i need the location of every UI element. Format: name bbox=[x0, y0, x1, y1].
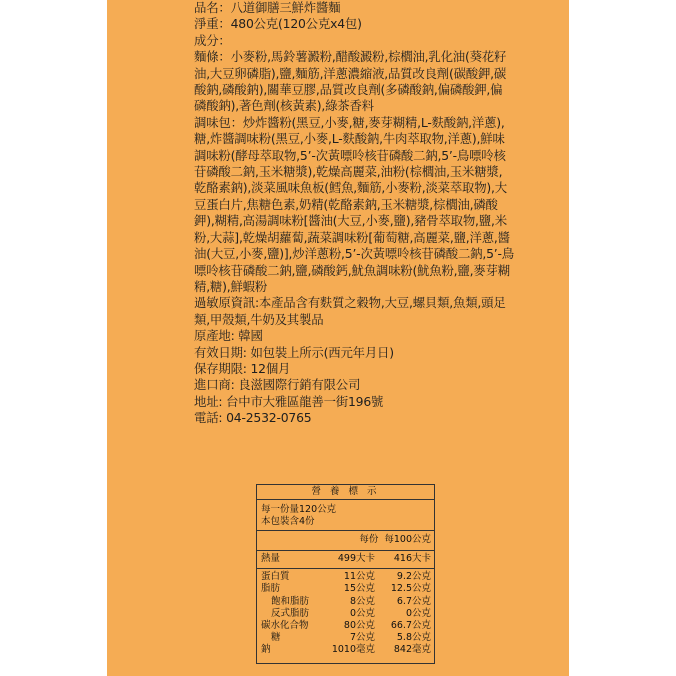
nutrition-per-serving: 8公克 bbox=[349, 595, 375, 607]
nutrition-name: 鈉 bbox=[261, 644, 271, 656]
nutrition-per-serving: 499大卡 bbox=[337, 553, 375, 564]
nutrition-name: 熱量 bbox=[261, 553, 281, 564]
nutrition-per-100g: 5.8公克 bbox=[396, 632, 431, 644]
nutrition-facts-table bbox=[256, 484, 435, 664]
nutrition-row bbox=[261, 632, 434, 644]
nutrition-row bbox=[261, 583, 434, 595]
nutrition-per-serving: 7公克 bbox=[349, 632, 375, 644]
nutrition-per-serving: 15公克 bbox=[343, 583, 375, 595]
nutrition-row bbox=[261, 571, 434, 583]
nutrition-row bbox=[261, 620, 434, 632]
product-name-line: 品名：八道御膳三鮮炸醬麵 bbox=[194, 0, 341, 15]
nutrition-per-serving: 0公克 bbox=[349, 607, 375, 619]
nutrition-row bbox=[261, 553, 434, 565]
nutrition-per-serving: 11公克 bbox=[343, 571, 375, 583]
col-per-serving: 每份 bbox=[359, 534, 379, 545]
row-divider bbox=[257, 565, 434, 569]
nutrition-name: 蛋白質 bbox=[261, 571, 290, 583]
nutrition-per-100g: 416大卡 bbox=[393, 553, 431, 564]
nutrition-per-100g: 842毫克 bbox=[393, 644, 431, 656]
net-weight-line: 淨重：480公克(120公克x4包) bbox=[194, 16, 362, 32]
shelf-life-line: 保存期限: 12個月 bbox=[194, 360, 291, 376]
nutrition-name: 糖 bbox=[271, 632, 281, 644]
nutrition-per-100g: 9.2公克 bbox=[396, 571, 431, 583]
nutrition-name: 飽和脂肪 bbox=[271, 595, 310, 607]
col-per-100g: 每100公克 bbox=[384, 534, 431, 545]
nutrition-row bbox=[261, 644, 434, 656]
nutrition-per-100g: 0公克 bbox=[405, 607, 431, 619]
serving-size: 每一份量120公克 bbox=[261, 504, 337, 515]
nutrition-per-100g: 6.7公克 bbox=[396, 595, 431, 607]
servings-per-package: 本包裝含4份 bbox=[261, 516, 315, 527]
nutrition-rows bbox=[257, 551, 434, 657]
nutrition-per-100g: 66.7公克 bbox=[390, 619, 431, 631]
seasoning-ingredients: 調味包：炒炸醬粉(黑豆,小麥,糖,麥芽糊精,L-麩酸鈉,洋蔥),糖,炸醬調味粉(黑豆,小麥,L-麩酸鈉,牛肉萃取物,洋蔥),鮮味調味粉(酵母萃取物,5’-次黃嘌呤核苷磷酸二鈉,5’-鳥嘌呤核苷磷酸二鈉,玉米糖漿),乾燥高麗菜,油粉(棕櫚油,玉米糖漿,乾酪素鈉),淡菜風味魚板(鱈魚,麵筋,小麥粉,淡菜萃取物),大豆蛋白片,焦糖色素,奶精(乾酪素鈉,玉米糖漿,棕櫚油,磷酸鉀),糊精,高湯調味粉[醬油(大豆,小麥,鹽),豬骨萃取物,鹽,米粉,大蒜],乾燥胡蘿蔔,蔬菜調味粉[葡萄糖,高麗菜,鹽,洋蔥,醬油(大豆,小麥,鹽)],炒洋蔥粉,5’-次黃嘌呤核苷磷酸二鈉,5’-鳥嘌呤核苷磷酸二鈉,鹽,磷酸鈣,魷魚調味粉(魷魚粉,鹽,麥芽糊精,糖),鮮蝦粉 bbox=[194, 114, 514, 294]
ingredients-heading: 成分： bbox=[194, 32, 231, 48]
expiry-line: 有效日期: 如包裝上所示(西元年月日) bbox=[194, 344, 394, 360]
nutrition-row bbox=[261, 596, 434, 608]
nutrition-row bbox=[261, 608, 434, 620]
nutrition-name: 脂肪 bbox=[261, 583, 281, 595]
address-line: 地址: 台中市大雅區龍善一街196號 bbox=[194, 393, 384, 409]
nutrition-name: 反式脂肪 bbox=[271, 607, 310, 619]
nutrition-per-100g: 12.5公克 bbox=[390, 583, 431, 595]
serving-info bbox=[257, 500, 434, 531]
noodle-ingredients: 麵條：小麥粉,馬鈴薯澱粉,醋酸澱粉,棕櫚油,乳化油(葵花籽油,大豆卵磷脂),鹽,麵筋,洋蔥濃縮液,品質改良劑(碳酸鉀,碳酸鈉,磷酸鈉),關華豆膠,品質改良劑(多磷酸鈉,偏磷酸鉀,偏磷酸鈉),著色劑(核黃素),綠茶香料 bbox=[194, 49, 507, 114]
allergen-info: 過敏原資訊:本產品含有麩質之穀物,大豆,螺貝類,魚類,頭足類,甲殼類,牛奶及其製品 bbox=[194, 295, 506, 327]
nutrition-name: 碳水化合物 bbox=[261, 619, 309, 631]
phone-line: 電話: 04-2532-0765 bbox=[194, 410, 312, 426]
nutrition-per-serving: 1010毫克 bbox=[331, 644, 375, 656]
nutrition-title: 營 養 標 示 bbox=[257, 485, 434, 500]
nutrition-per-serving: 80公克 bbox=[343, 619, 375, 631]
origin-line: 原產地: 韓國 bbox=[194, 328, 263, 344]
column-headers bbox=[257, 531, 434, 551]
importer-line: 進口商: 良滋國際行銷有限公司 bbox=[194, 377, 361, 393]
ingredient-label-text bbox=[194, 0, 514, 427]
